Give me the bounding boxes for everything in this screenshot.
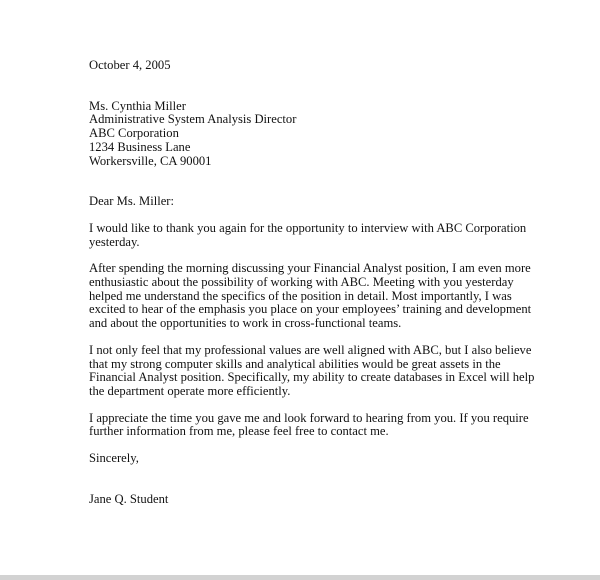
paragraph-thanks — [89, 220, 527, 249]
salutation: Dear Ms. Miller: — [89, 194, 174, 209]
paragraph-line: excited to hear of the emphasis you place on your employees’ training and development — [89, 302, 532, 317]
recipient-title: Administrative System Analysis Director — [89, 112, 297, 127]
signature-name: Jane Q. Student — [89, 491, 169, 506]
paragraph-closing-remarks — [89, 410, 529, 439]
letter-date: October 4, 2005 — [89, 58, 171, 72]
paragraph-line: helped me understand the specifics of the position in detail. Most importantly, I was — [89, 288, 512, 303]
paragraph-line: yesterday. — [89, 234, 140, 249]
recipient-street: 1234 Business Lane — [89, 139, 191, 154]
paragraph-line: the department operate more efficiently. — [89, 383, 291, 398]
recipient-company: ABC Corporation — [89, 126, 179, 141]
paragraph-line: I would like to thank you again for the opportunity to interview with ABC Corporation — [89, 220, 527, 235]
paragraph-line: Financial Analyst position. Specifically, my ability to create databases in Excel will help — [89, 370, 535, 385]
paragraph-line: I not only feel that my professional values are well aligned with ABC, but I also believe — [89, 342, 532, 357]
paragraph-line: enthusiastic about the possibility of working with ABC. Meeting with you yesterday — [89, 275, 514, 290]
paragraph-line: I appreciate the time you gave me and look forward to hearing from you. If you require — [89, 410, 529, 425]
paragraph-line: further information from me, please feel free to contact me. — [89, 424, 389, 439]
paragraph-line: that my strong computer skills and analytical abilities would be great assets in the — [89, 356, 501, 371]
paragraph-line: and about the opportunities to work in cross-functional teams. — [89, 316, 402, 331]
page-bottom-edge — [0, 575, 600, 580]
paragraph-enthusiasm — [89, 261, 532, 331]
closing: Sincerely, — [89, 451, 139, 466]
recipient-name: Ms. Cynthia Miller — [89, 98, 186, 113]
recipient-address — [89, 100, 521, 169]
paragraph-line: After spending the morning discussing your Financial Analyst position, I am even more — [89, 261, 531, 276]
recipient-city: Workersville, CA 90001 — [89, 153, 212, 168]
letter-body — [89, 58, 535, 506]
paragraph-qualifications — [89, 342, 535, 399]
